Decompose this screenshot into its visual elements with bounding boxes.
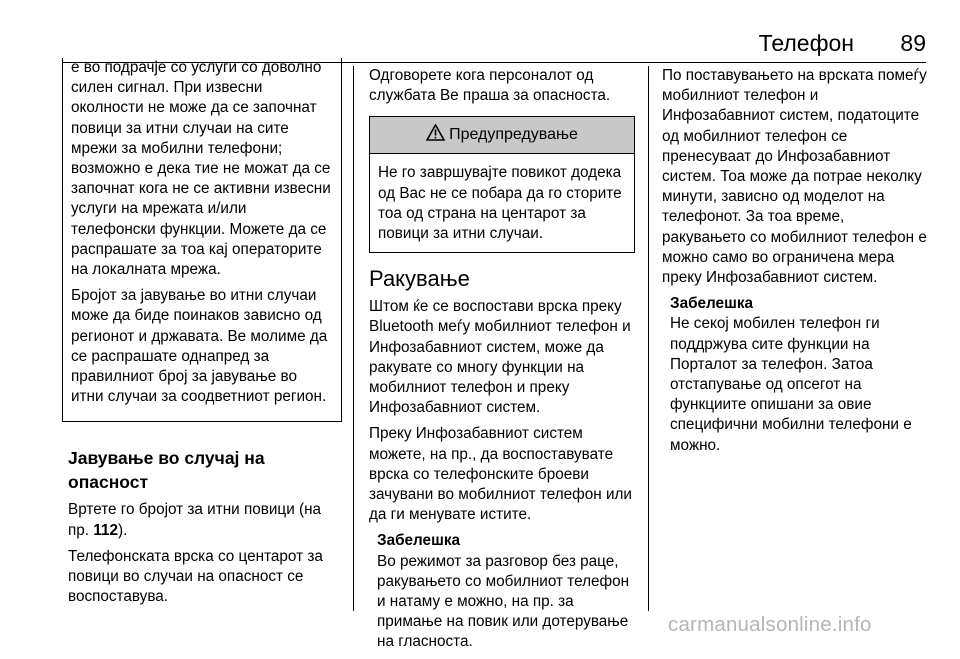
page-reference: 112 (93, 521, 118, 539)
box-paragraph-1: е во подрачје со услуги со доволно силен сигнал. При извесни околности не може да се започнат повици за итни случаи на сите мрежи за мобилни телефони; возможно е дека тие не можат да се започнат кога не се активни извесни услуги на мрежата и/или телефонски функции. Можете да се распрашате за тоа кај операторите на локалната мрежа. (71, 59, 331, 279)
note-title: Забелешка (377, 532, 460, 550)
box-paragraph-2: Бројот за јавување во итни случаи може да биде поинаков зависно од регионот и државата. Ве молиме да се распрашате однапред за правилниот број за јавување во итни случаи за соодветниот регион. (71, 287, 328, 406)
column-left (68, 59, 342, 613)
note-title-right: Забелешка (670, 295, 753, 313)
warning-text: Не го завршувајте повикот додека од Вас не се побара да го сторите тоа од страна на центарот за повици за итни случаи. (378, 164, 622, 243)
note-text-right: Не секој мобилен телефон ги поддржува сите функции на Порталот за телефон. Затоа отстапување од опсегот на функциите опишани за овие специфични мобилни телефони е можно. (670, 315, 912, 454)
column-divider-2 (648, 66, 649, 611)
page-title: Телефон (758, 30, 854, 56)
watermark-text: carmanualsonline.info (668, 613, 872, 636)
warning-header (370, 117, 634, 154)
note-text: Во режимот за разговор без раце, ракувањето со мобилниот телефон и натаму е можно, на пр. за примање на повик или дотерување на гласноста. (377, 552, 630, 651)
note-middle (369, 531, 635, 652)
operation-heading: Ракување (369, 266, 470, 292)
intro-paragraph: Одговорете кога персоналот од службата Ве праша за опасноста. (369, 67, 611, 105)
page-header (62, 28, 926, 58)
warning-title: Предупредување (449, 126, 578, 144)
column-divider-1 (353, 66, 354, 611)
warning-triangle-icon (426, 124, 445, 147)
column-middle (369, 66, 635, 659)
emergency-paragraph-2: Телефонската врска со центарот за повици во случаи на опасност се воспоставува. (68, 547, 323, 606)
operation-paragraph-2: Преку Инфозабавниот систем можете, на пр., да воспоставувате врска со телефонските броеви зачувани во мобилниот телефон или да ги менувате истите. (369, 425, 632, 524)
page-number: 89 (900, 30, 926, 56)
warning-box (369, 116, 635, 253)
column-right (662, 66, 928, 462)
note-right (662, 294, 928, 456)
sync-paragraph: По поставувањето на врската помеѓу мобилниот телефон и Инфозабавниот систем, податоците од мобилниот телефон се пренесуваат до Инфозабавниот систем. Тоа може да потрае неколку минути, зависно од моделот на телефонот. За тоа време, ракувањето со мобилниот телефон е можно само во ограничена мера преку Инфозабавниот систем. (662, 67, 927, 287)
emergency-paragraph-1: Вртете го бројот за итни повици (на пр. 112). (68, 501, 322, 539)
emergency-call-heading: Јавување во случај на опасност (68, 448, 265, 493)
operation-paragraph-1: Штом ќе се воспостави врска преку Bluetooth меѓу мобилниот телефон и Инфозабавниот систем, може да ракувате со многу функции на мобилниот телефон и преку Инфозабавниот систем. (369, 298, 631, 417)
continued-warning-box (62, 58, 342, 422)
